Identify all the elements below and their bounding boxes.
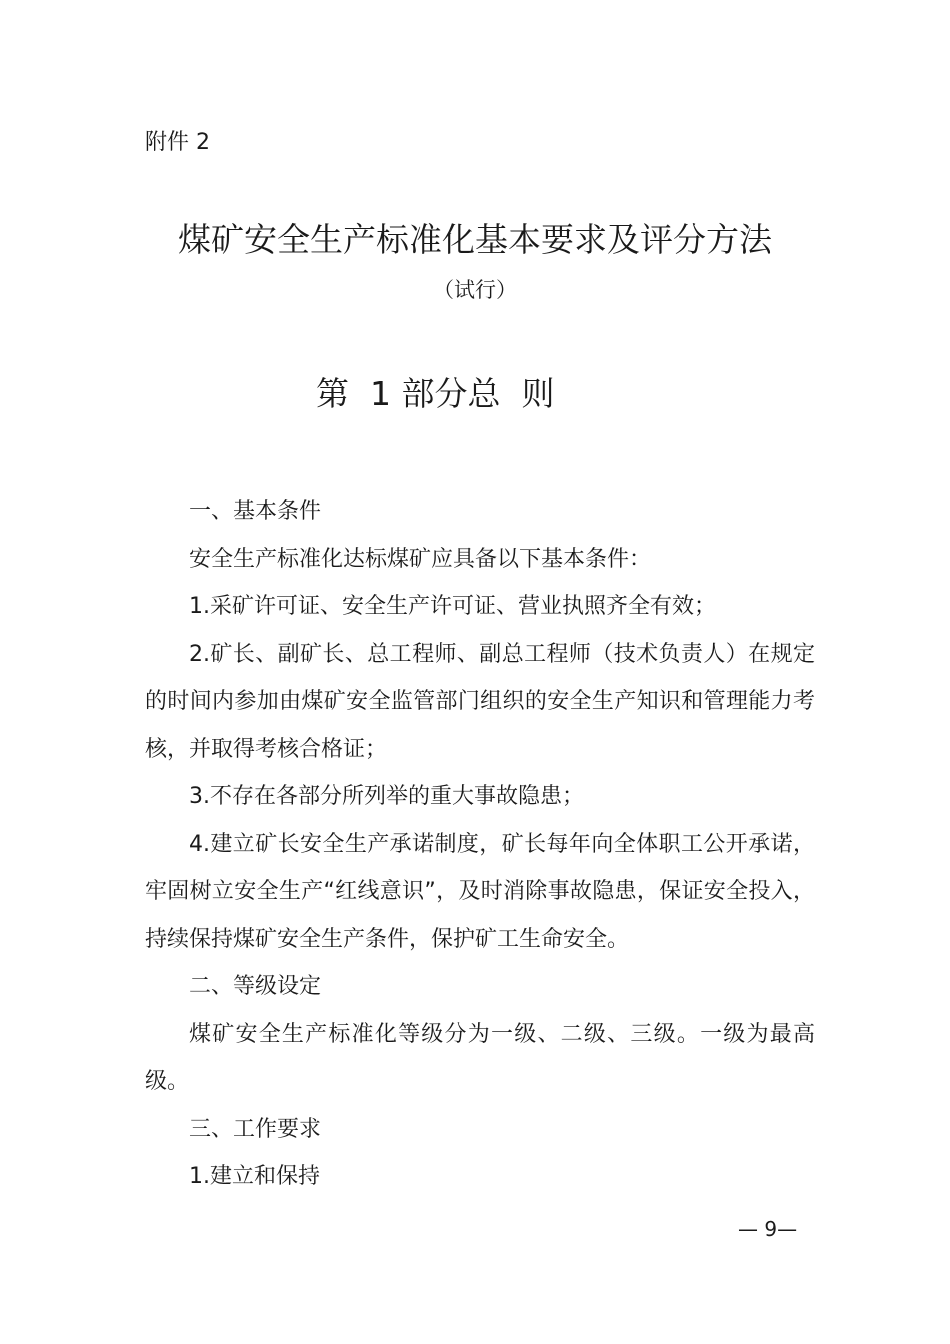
document-body [145,488,815,1201]
section-heading-work-requirements: 三、工作要求 [189,1116,322,1142]
document-subtitle: （试行） [433,278,517,302]
paragraph-grades: 煤矿安全生产标准化等级分为一级、二级、三级。一级为最高级。 [145,1021,815,1094]
list-item-establish: 1.建立和保持 [189,1164,320,1189]
list-item-4: 4.建立矿长安全生产承诺制度，矿长每年向全体职工公开承诺，牢固树立安全生产“红线意识”，及时消除事故隐患，保证安全投入，持续保持煤矿安全生产条件，保护矿工生命安全。 [145,831,815,952]
part-heading: 第 1 部分总 则 [316,374,555,413]
attachment-label: 附件 2 [145,130,210,155]
section-heading-grade-setting: 二、等级设定 [189,974,322,999]
list-item-3: 3.不存在各部分所列举的重大事故隐患； [189,784,584,809]
section-heading-basic-conditions: 一、基本条件 [189,499,322,524]
document-title: 煤矿安全生产标准化基本要求及评分方法 [178,220,772,259]
list-item-1: 1.采矿许可证、安全生产许可证、营业执照齐全有效； [189,594,716,619]
paragraph-intro: 安全生产标准化达标煤矿应具备以下基本条件： [189,546,652,572]
page-number: — 9— [738,1217,798,1241]
list-item-2: 2.矿长、副矿长、总工程师、副总工程师（技术负责人）在规定的时间内参加由煤矿安全监管部门组织的安全生产知识和管理能力考核，并取得考核合格证； [145,641,815,762]
